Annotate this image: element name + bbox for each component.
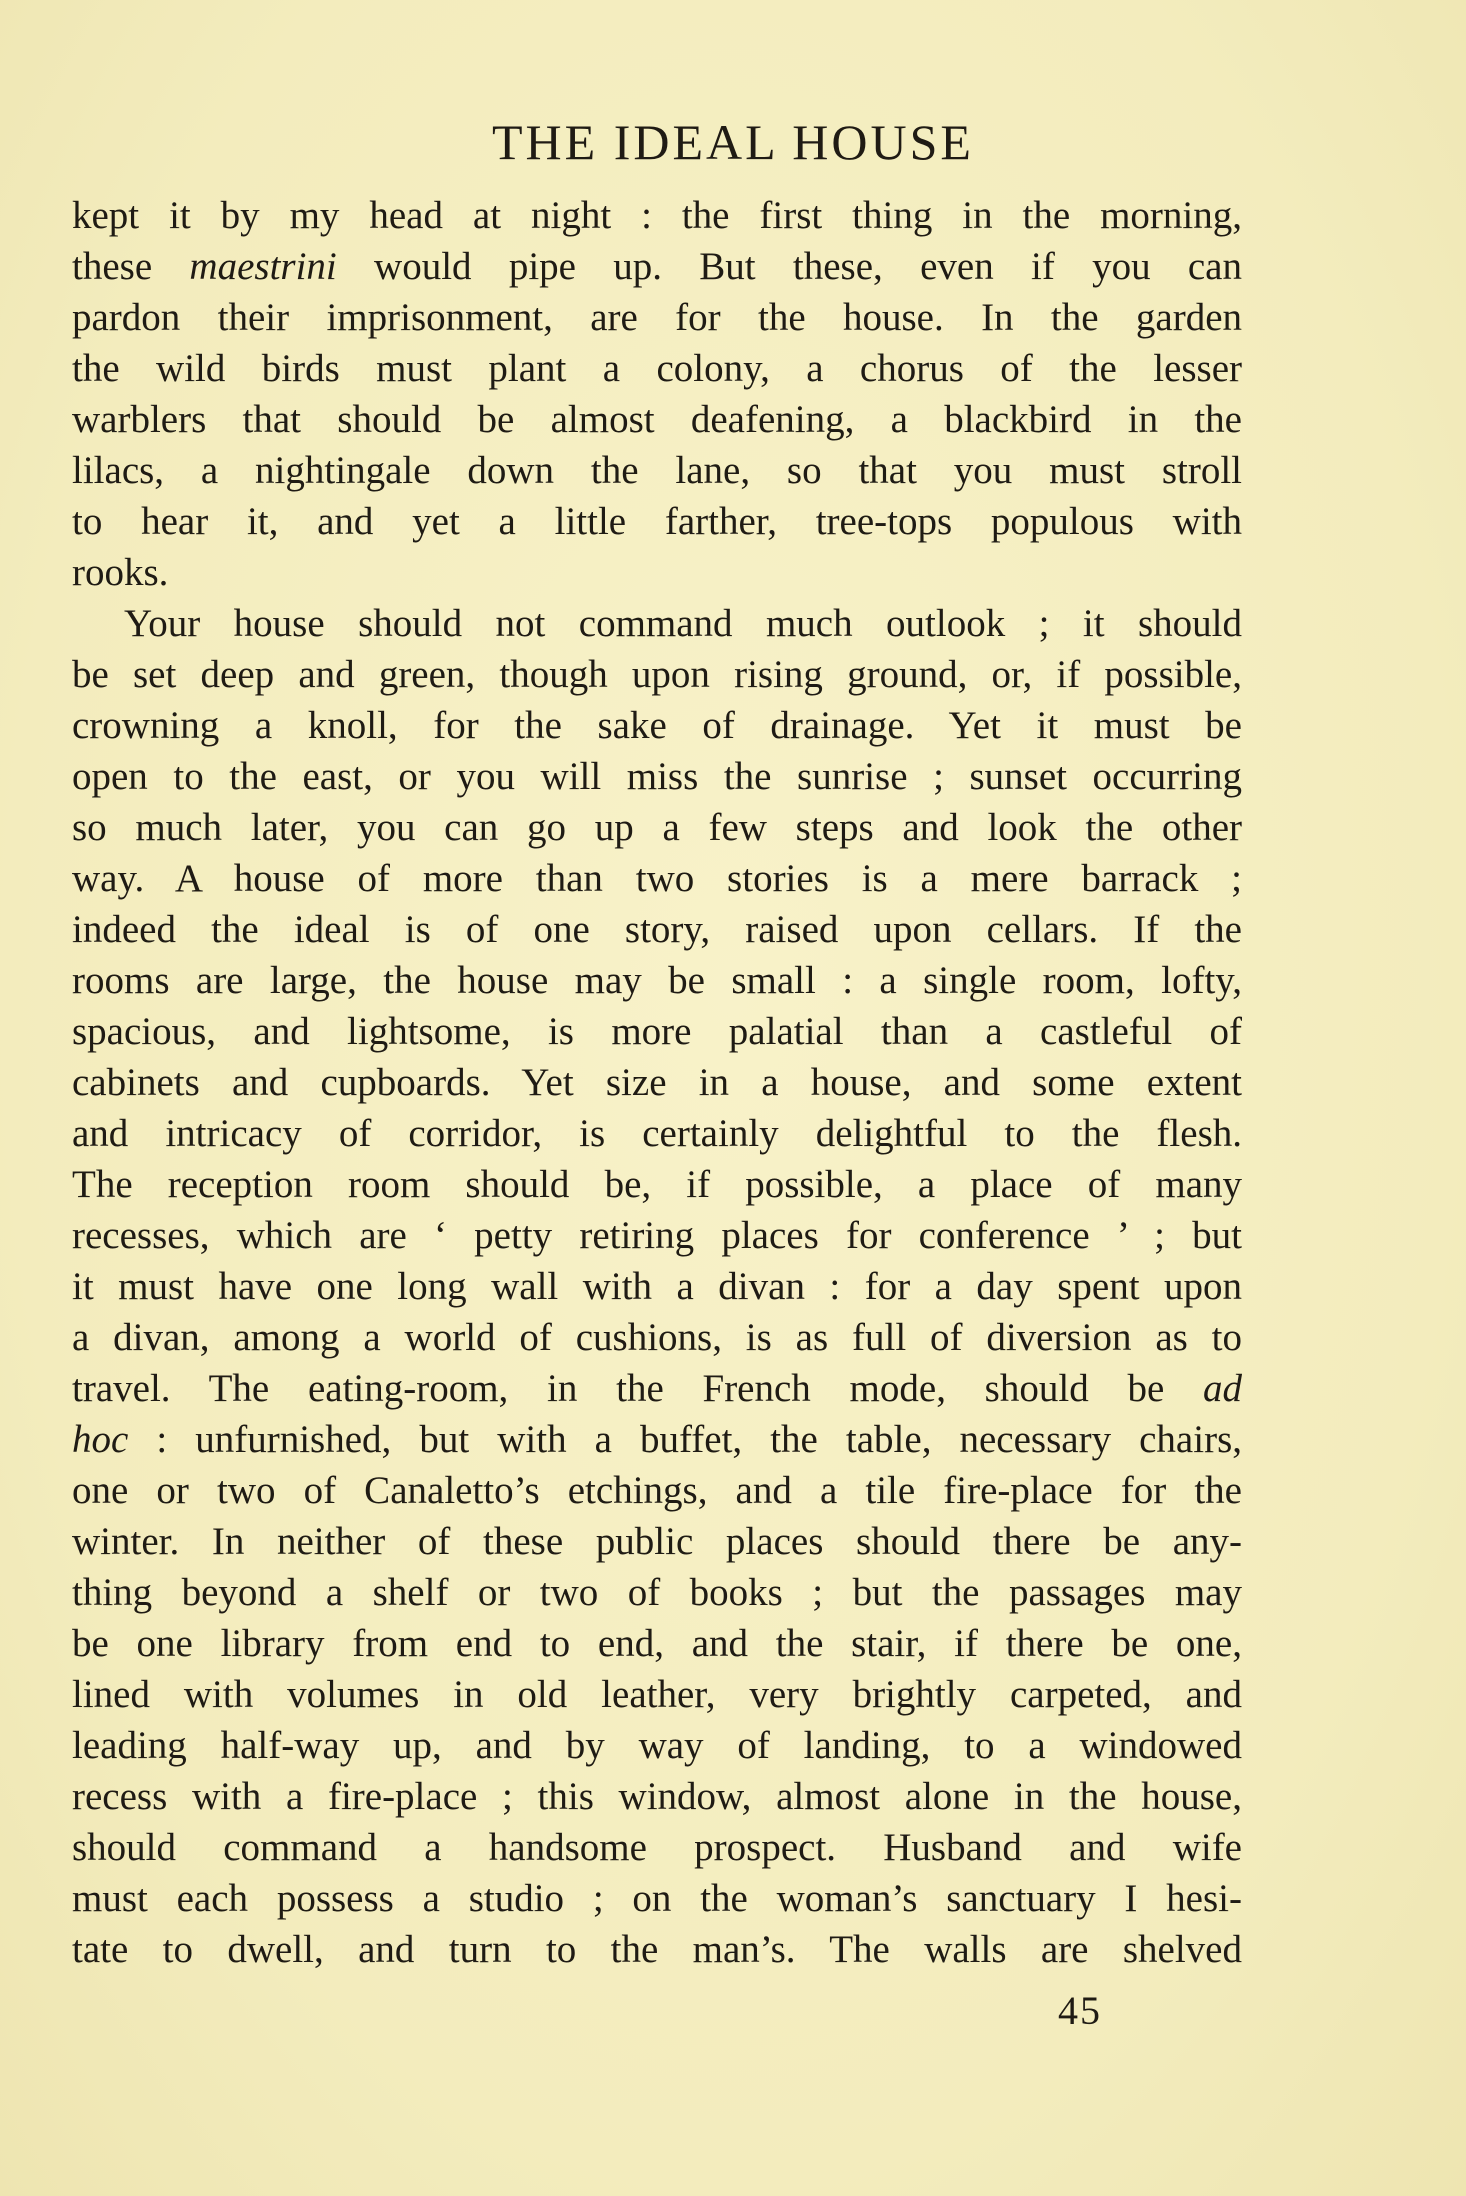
text-line: way. A house of more than two stories is a mere barrack ; xyxy=(72,857,1242,900)
italic-text: ad xyxy=(1203,1367,1242,1410)
text-line: Your house should not command much outlook ; it should xyxy=(124,602,1242,645)
text-line: so much later, you can go up a few steps and look the other xyxy=(72,806,1242,849)
running-head: THE IDEAL HOUSE xyxy=(492,114,974,170)
body-text xyxy=(72,190,1242,1975)
text-line: it must have one long wall with a divan : for a day spent upon xyxy=(72,1265,1242,1308)
text-line: a divan, among a world of cushions, is as full of diversion as to xyxy=(72,1316,1242,1359)
text-line: winter. In neither of these public places should there be any- xyxy=(72,1520,1242,1563)
text-line: rooks. xyxy=(72,551,169,594)
text-line: thing beyond a shelf or two of books ; but the passages may xyxy=(72,1571,1242,1614)
text-line: recess with a fire-place ; this window, almost alone in the house, xyxy=(72,1775,1242,1818)
text-line: these maestrini would pipe up. But these, even if you can xyxy=(72,245,1242,288)
text-line: spacious, and lightsome, is more palatial than a castleful of xyxy=(72,1010,1242,1053)
text-line: to hear it, and yet a little farther, tree-tops populous with xyxy=(72,500,1242,543)
text-line: cabinets and cupboards. Yet size in a house, and some extent xyxy=(72,1061,1242,1104)
text-line: The reception room should be, if possible, a place of many xyxy=(72,1163,1242,1206)
text-line: indeed the ideal is of one story, raised upon cellars. If the xyxy=(72,908,1242,951)
text-line: rooms are large, the house may be small : a single room, lofty, xyxy=(72,959,1242,1002)
text-line: the wild birds must plant a colony, a chorus of the lesser xyxy=(72,347,1242,390)
text-line: should command a handsome prospect. Husband and wife xyxy=(72,1826,1242,1869)
text-line: tate to dwell, and turn to the man’s. The walls are shelved xyxy=(72,1928,1242,1971)
text-line: pardon their imprisonment, are for the house. In the garden xyxy=(72,296,1242,339)
italic-text: maestrini xyxy=(189,245,337,288)
text-line: open to the east, or you will miss the sunrise ; sunset occurring xyxy=(72,755,1242,798)
text-line: hoc : unfurnished, but with a buffet, the table, necessary chairs, xyxy=(72,1418,1242,1461)
text-line: kept it by my head at night : the first thing in the morning, xyxy=(72,194,1242,237)
text-line: leading half-way up, and by way of landing, to a windowed xyxy=(72,1724,1242,1767)
text-line: recesses, which are ‘ petty retiring places for conference ’ ; but xyxy=(72,1214,1242,1257)
text-line: travel. The eating-room, in the French mode, should be ad xyxy=(72,1367,1242,1410)
text-line: crowning a knoll, for the sake of drainage. Yet it must be xyxy=(72,704,1242,747)
text-line: be set deep and green, though upon rising ground, or, if possible, xyxy=(72,653,1242,696)
text-line: lined with volumes in old leather, very brightly carpeted, and xyxy=(72,1673,1242,1716)
text-line: one or two of Canaletto’s etchings, and a tile fire-place for the xyxy=(72,1469,1242,1512)
text-line: must each possess a studio ; on the woman’s sanctuary I hesi- xyxy=(72,1877,1242,1920)
text-line: be one library from end to end, and the stair, if there be one, xyxy=(72,1622,1242,1665)
text-line: and intricacy of corridor, is certainly delightful to the flesh. xyxy=(72,1112,1242,1155)
text-line: lilacs, a nightingale down the lane, so that you must stroll xyxy=(72,449,1242,492)
italic-text: hoc xyxy=(72,1418,129,1461)
page-number: 45 xyxy=(1058,1988,1102,2033)
text-line: warblers that should be almost deafening, a blackbird in the xyxy=(72,398,1242,441)
